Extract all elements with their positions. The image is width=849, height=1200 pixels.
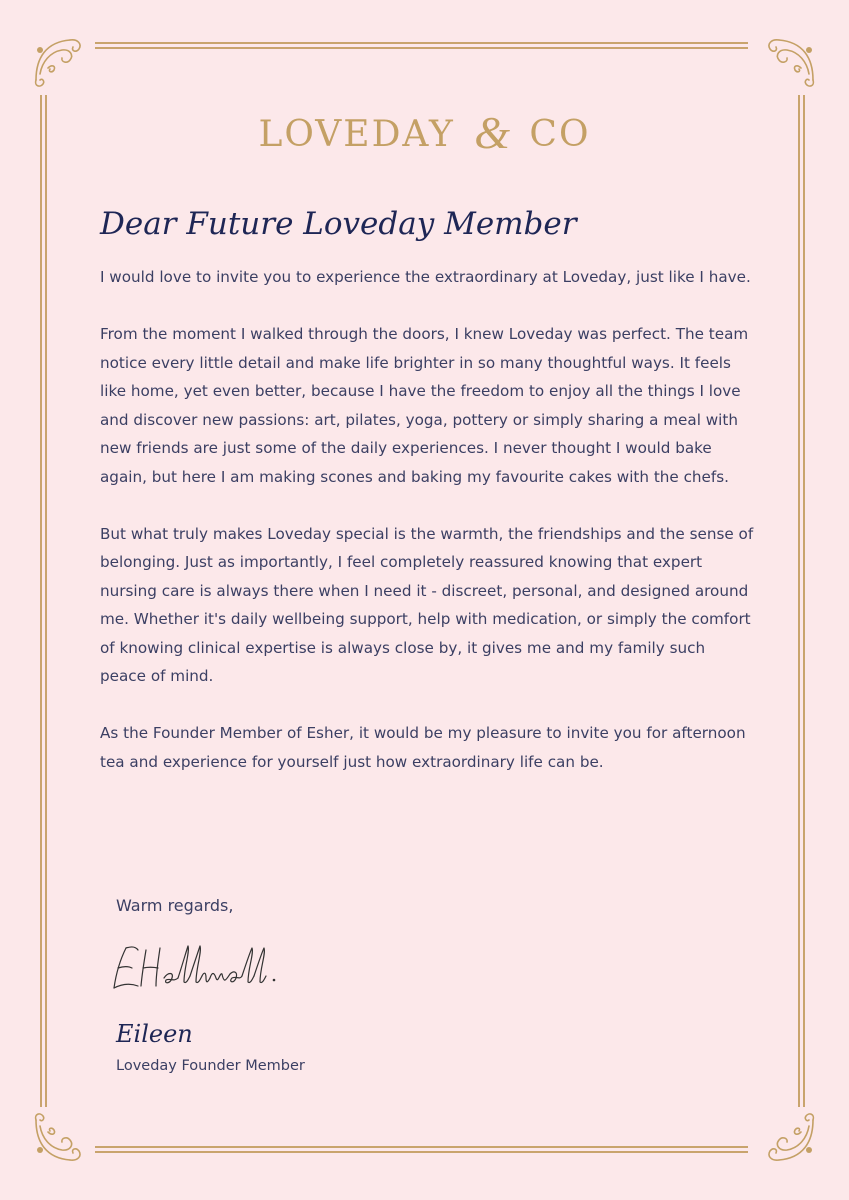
corner-ornament-bottom-left-icon [26,1108,90,1172]
border-left-rule-inner [45,95,47,1107]
letter-closing: Warm regards, [116,896,234,915]
border-bottom-rule-outer [95,1146,748,1148]
border-right-rule-inner [803,95,805,1107]
signer-name: Eileen [116,1020,193,1048]
brand-name-right: CO [529,114,591,155]
corner-ornament-top-left-icon [26,28,90,92]
letter-greeting: Dear Future Loveday Member [100,206,577,242]
border-bottom-rule-inner [95,1151,748,1153]
letter-paragraph: I would love to invite you to experience the extraordinary at Loveday, just like I have. [100,268,751,286]
letter-paragraph: But what truly makes Loveday special is the warmth, the friendships and the sense of belonging. Just as importantly, I feel completely reassured knowing that expert nursing care is always there when I need it - discreet, personal, and designed around me. Whether it's daily wellbeing support, help with medication, or simply the comfort of knowing clinical expertise is always close by, it gives me and my family such peace of mind. [100,524,754,685]
corner-ornament-top-right-icon [759,28,823,92]
handwritten-signature [108,938,308,996]
corner-ornament-bottom-right-icon [759,1108,823,1172]
letter-body [100,263,755,805]
letter-paragraph: From the moment I walked through the doors, I knew Loveday was perfect. The team notice every little detail and make life brighter in so many thoughtful ways. It feels like home, yet even better, because I have the freedom to enjoy all the things I love and discover new passions: art, pilates, yoga, pottery or simply sharing a meal with new friends are just some of the daily experiences. I never thought I would bake again, but here I am making scones and baking my favourite cakes with the chefs. [100,325,749,486]
letter-paragraph: As the Founder Member of Esher, it would be my pleasure to invite you for afternoon tea and experience for yourself just how extraordinary life can be. [100,724,746,771]
border-top-rule-inner [95,47,748,49]
brand-name-left: LOVEDAY [258,114,455,155]
border-right-rule-outer [798,95,800,1107]
signer-title: Loveday Founder Member [116,1058,305,1074]
border-top-rule-outer [95,42,748,44]
border-left-rule-outer [40,95,42,1107]
brand-ampersand: & [474,107,510,158]
brand-logo [0,104,849,157]
